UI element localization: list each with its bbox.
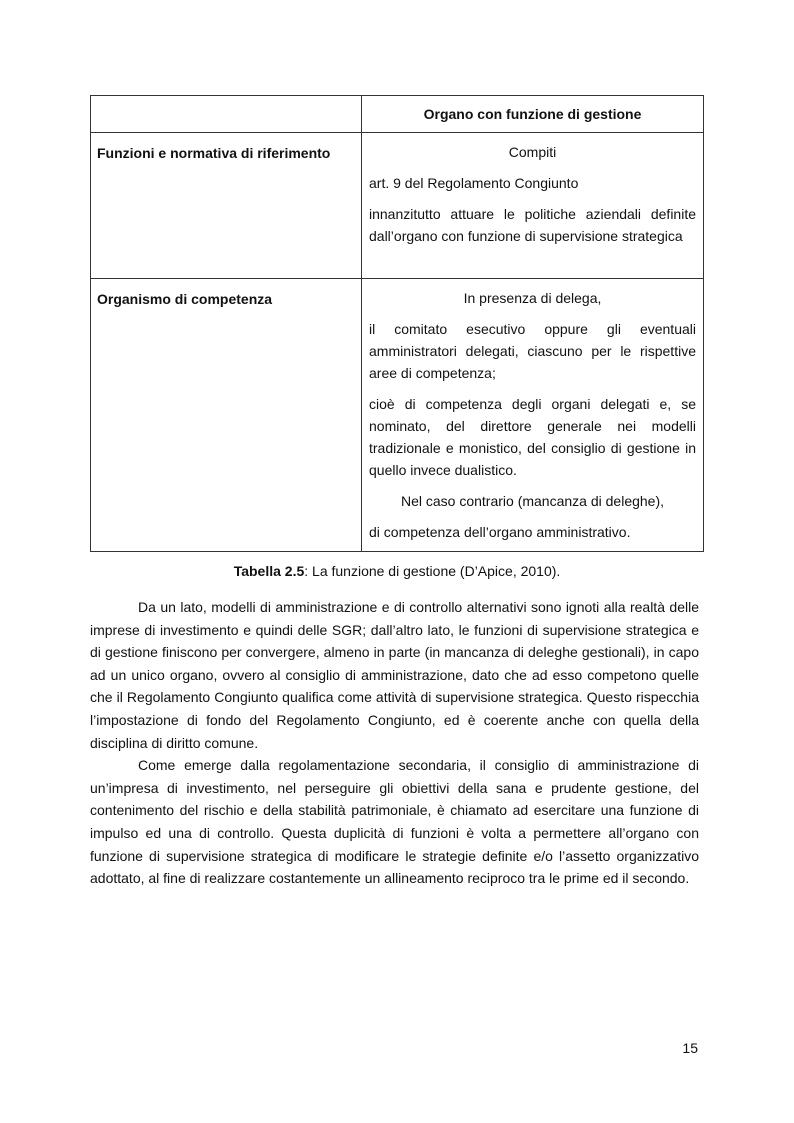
row-label-cell bbox=[91, 133, 362, 279]
body-paragraph: Come emerge dalla regolamentazione secondaria, il consiglio di amministrazione di un’impresa di investimento, nel perseguire gli obiettivi della sana e prudente gestione, del contenimento del rischio e della stabilità patrimoniale, è chiamato ad esercitare una funzione di impulso ed una di controllo. Questa duplicità di funzioni è volta a permettere all’organo con funzione di supervisione strategica di modificare le strategie definite e/o l’assetto organizzativo adottato, al fine di realizzare costantemente un allineamento reciproco tra le prime ed il secondo. bbox=[90, 757, 699, 887]
cell-paragraph: innanzitutto attuare le politiche aziendali definite dall’organo con funzione di supervisione strategica bbox=[369, 206, 696, 244]
row-label: Funzioni e normativa di riferimento bbox=[97, 145, 331, 161]
header-cell-organ bbox=[362, 96, 704, 133]
cell-paragraph: il comitato esecutivo oppure gli eventuali amministratori delegati, ciascuno per le rispettive aree di competenza; bbox=[369, 321, 696, 381]
cell-paragraph: di competenza dell’organo amministrativo. bbox=[369, 524, 631, 540]
page-number: 15 bbox=[682, 1040, 698, 1056]
caption-label: Tabella 2.5 bbox=[233, 563, 305, 579]
table-row bbox=[91, 133, 704, 279]
cell-paragraph: Nel caso contrario (mancanza di deleghe), bbox=[400, 493, 665, 509]
caption-text: : La funzione di gestione (D’Apice, 2010). bbox=[304, 563, 561, 579]
header-col1-text bbox=[91, 96, 361, 103]
table-row bbox=[91, 279, 704, 552]
body-text bbox=[90, 596, 699, 890]
table-caption bbox=[90, 561, 704, 581]
cell-paragraph: In presenza di delega, bbox=[463, 290, 602, 306]
cell-paragraph: cioè di competenza degli organi delegati e, se nominato, del direttore generale nei modelli tradizionale e monistico, del consiglio di gestione in quello invece dualistico. bbox=[369, 396, 696, 478]
table-header-row bbox=[91, 96, 704, 133]
header-col2-text: Organo con funzione di gestione bbox=[423, 106, 642, 122]
row-content-cell bbox=[362, 279, 704, 552]
body-paragraph: Da un lato, modelli di amministrazione e di controllo alternativi sono ignoti alla realtà delle imprese di investimento e quindi delle SGR; dall’altro lato, le funzioni di supervisione strategica e di gestione finiscono per convergere, almeno in parte (in mancanza di deleghe gestionali), in capo ad un unico organo, ovvero al consiglio di amministrazione, dato che ad esso competono quelle che il Regolamento Congiunto qualifica come attività di supervisione strategica. Questo rispecchia l’impostazione di fondo del Regolamento Congiunto, ed è coerente anche con quella della disciplina di diritto comune. bbox=[90, 599, 699, 751]
header-cell-empty bbox=[91, 96, 362, 133]
cell-paragraph: Compiti bbox=[508, 144, 557, 160]
cell-paragraph: art. 9 del Regolamento Congiunto bbox=[369, 175, 579, 191]
row-label: Organismo di competenza bbox=[97, 291, 273, 307]
row-label-cell bbox=[91, 279, 362, 552]
governance-table bbox=[90, 95, 704, 552]
row-content-cell bbox=[362, 133, 704, 279]
